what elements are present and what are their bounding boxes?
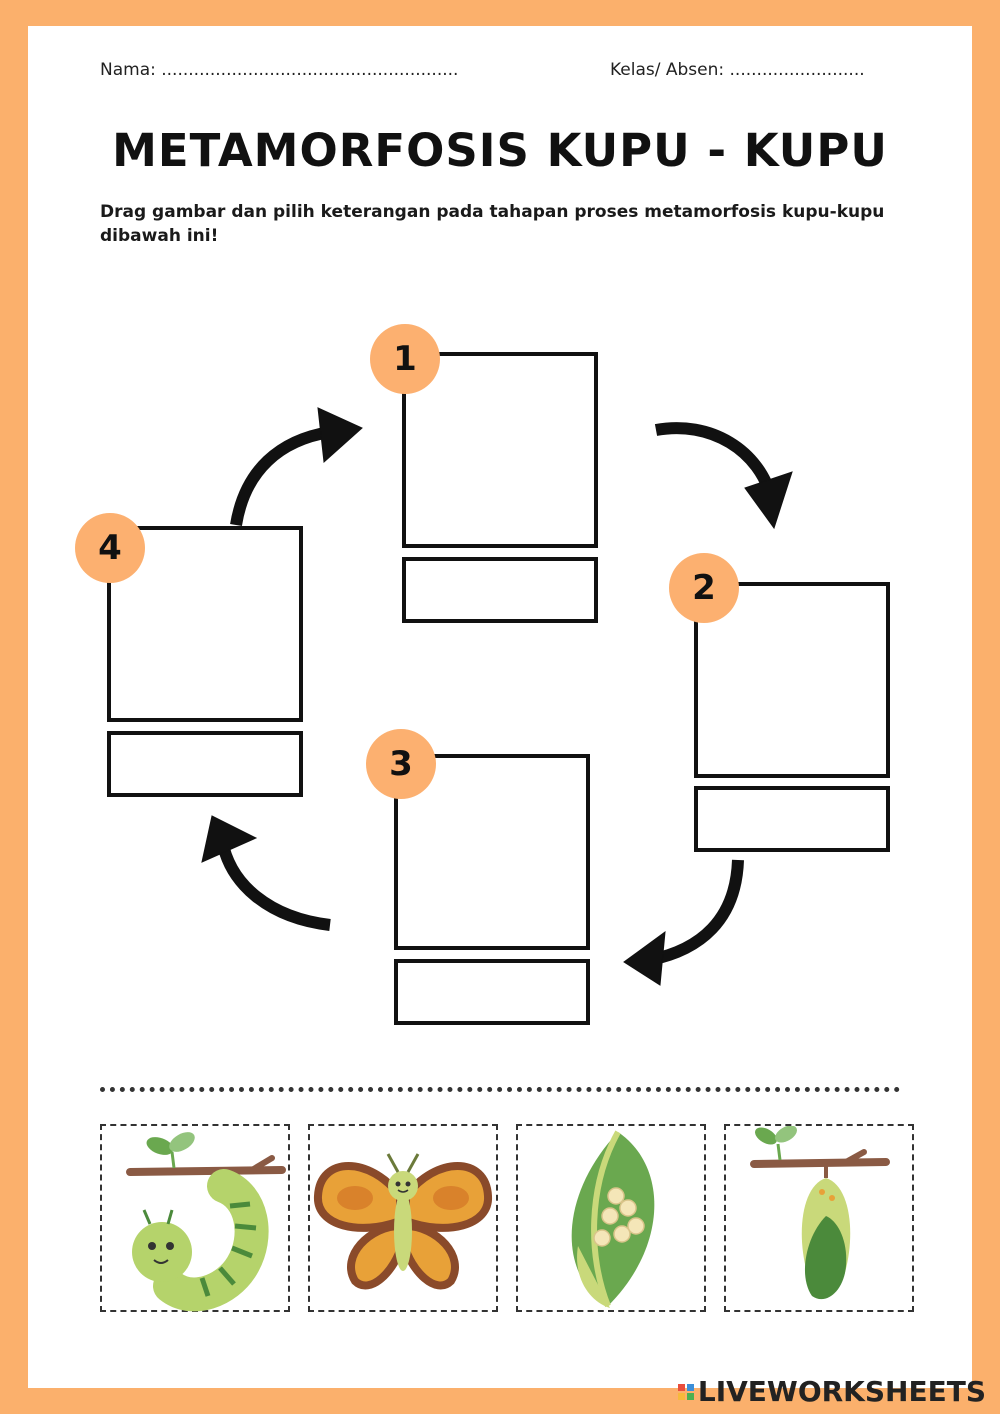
name-field[interactable]: Nama: ....................................................... xyxy=(100,60,459,80)
card-caterpillar[interactable] xyxy=(100,1124,290,1312)
stage-2-badge: 2 xyxy=(669,553,739,623)
class-absen-field[interactable]: Kelas/ Absen: ......................... xyxy=(610,60,865,80)
stage-3-badge: 3 xyxy=(366,729,436,799)
stage-1-badge: 1 xyxy=(370,324,440,394)
eggs-on-leaf-icon xyxy=(518,1126,706,1312)
stage-2-label-slot[interactable] xyxy=(694,786,890,852)
brand-name: LIVEWORKSHEETS xyxy=(697,1375,986,1408)
arrow-head-2-3 xyxy=(624,932,665,985)
caterpillar-icon xyxy=(102,1126,290,1312)
stage-3-label-slot[interactable] xyxy=(394,959,590,1025)
stage-4-label-slot[interactable] xyxy=(107,731,303,797)
dotted-divider xyxy=(100,1087,900,1092)
butterfly-icon xyxy=(310,1126,498,1312)
page-title: METAMORFOSIS KUPU - KUPU xyxy=(112,124,888,177)
card-pupa[interactable] xyxy=(724,1124,914,1312)
card-eggs[interactable] xyxy=(516,1124,706,1312)
arrow-head-1-2 xyxy=(745,472,792,528)
card-butterfly[interactable] xyxy=(308,1124,498,1312)
instructions-text: Drag gambar dan pilih keterangan pada tahapan proses metamorfosis kupu-kupu dibawah ini! xyxy=(100,202,885,246)
liveworksheets-logo-icon xyxy=(678,1384,694,1400)
stage-1-label-slot[interactable] xyxy=(402,557,598,623)
arrow-head-4-1 xyxy=(318,408,362,462)
stage-4-badge: 4 xyxy=(75,513,145,583)
pupa-icon xyxy=(726,1126,914,1312)
liveworksheets-brand xyxy=(678,1375,986,1408)
